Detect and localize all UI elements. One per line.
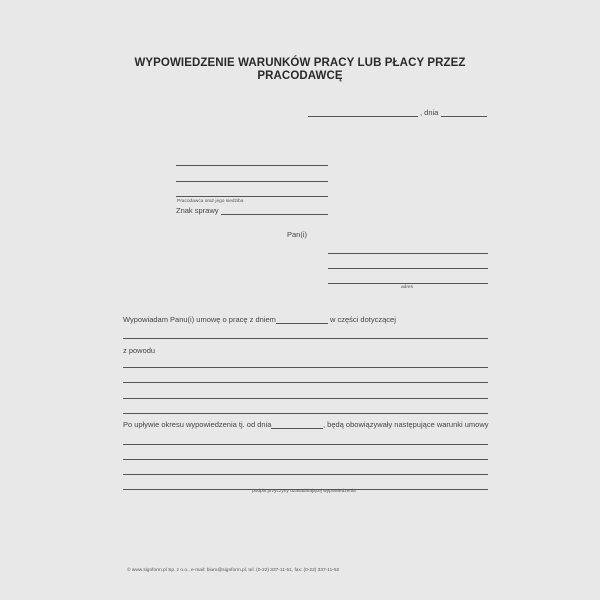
termination-date-field[interactable]	[276, 323, 328, 324]
employer-line-1[interactable]	[176, 165, 328, 166]
title-line-2: PRACODAWCĘ	[257, 70, 343, 82]
terms-line-2[interactable]	[123, 459, 488, 460]
date-label: , dnia	[420, 108, 439, 117]
signature-caption: podpis przyczyny uzasadniającej wypowiedzenia	[252, 489, 356, 494]
reason-line-3[interactable]	[123, 398, 488, 399]
reason-line-2[interactable]	[123, 382, 488, 383]
place-field[interactable]	[308, 116, 418, 117]
employer-caption: Pracodawca oraz jego siedziba	[177, 199, 244, 204]
addressee-label: Pan(i)	[287, 230, 308, 239]
date-field[interactable]	[441, 116, 487, 117]
reason-label: z powodu	[123, 346, 156, 355]
employer-line-2[interactable]	[176, 181, 328, 182]
terms-line-1[interactable]	[123, 444, 488, 445]
terms-line-3[interactable]	[123, 474, 488, 475]
document-title	[120, 57, 480, 83]
notice-text-end: w części dotyczącej	[330, 315, 396, 324]
addressee-line-1[interactable]	[328, 253, 488, 254]
after-period-text-start: Po upływie okresu wypowiedzenia tj. od dnia	[123, 420, 272, 429]
notice-text-start: Wypowiadam Panu(i) umowę o pracę z dniem	[123, 315, 276, 324]
new-terms-date-field[interactable]	[271, 428, 323, 429]
title-line-1: WYPOWIEDZENIE WARUNKÓW PRACY LUB PŁACY PRZEZ	[134, 57, 466, 69]
address-caption: adres	[401, 285, 413, 290]
scope-line[interactable]	[123, 338, 488, 339]
after-period-text-end: , będą obowiązywały następujące warunki umowy	[323, 420, 489, 429]
reason-line-4[interactable]	[123, 413, 488, 414]
case-number-label: Znak sprawy	[176, 206, 219, 215]
case-number-field[interactable]	[221, 214, 328, 215]
footer-copyright: © www.signform.pl Sp. z o.o., e-mail: biuro@signform.pl, tel. (0-22) 337-11-51, fax: (0-22) 337-11-52	[127, 568, 340, 573]
addressee-line-2[interactable]	[328, 268, 488, 269]
employer-line-3[interactable]	[176, 196, 328, 197]
addressee-line-3[interactable]	[328, 283, 488, 284]
reason-line-1[interactable]	[123, 367, 488, 368]
